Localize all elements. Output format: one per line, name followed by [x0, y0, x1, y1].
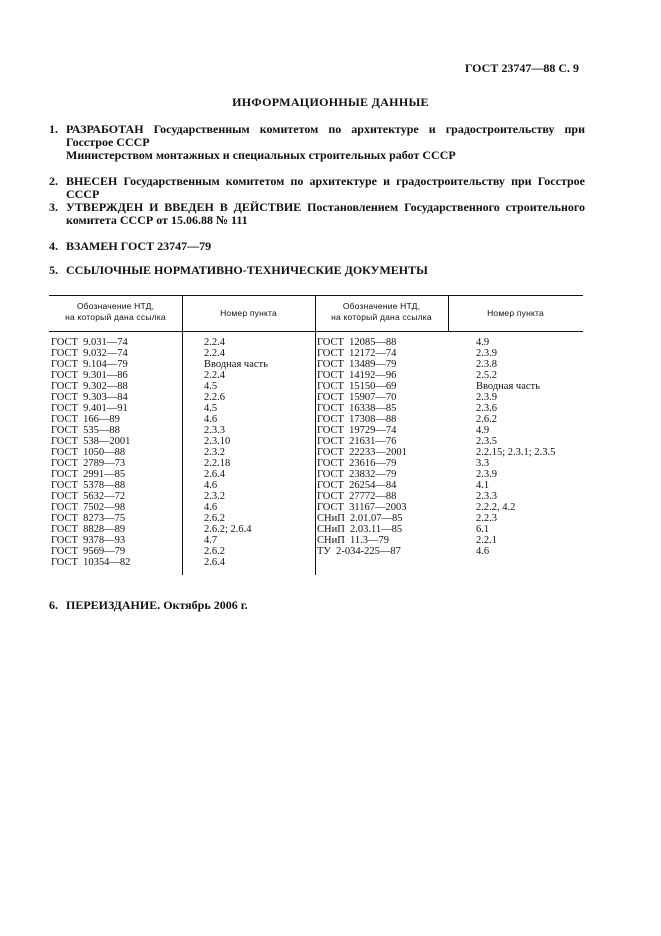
point-number: 2.6.4	[204, 557, 225, 568]
ntd-designation: ГОСТ 2991—85	[51, 469, 126, 480]
left-point-column	[204, 337, 268, 568]
point-number: 2.3.3	[476, 491, 497, 502]
point-number: 2.2.1	[476, 535, 497, 546]
ntd-designation: ГОСТ 9.104—79	[51, 359, 128, 370]
ntd-designation: СНиП 11.3—79	[317, 535, 390, 546]
point-number: 2.3.3	[204, 425, 225, 436]
point-number: 2.2.4	[204, 337, 225, 348]
point-number: 4.6	[204, 480, 218, 491]
point-number: 2.6.2	[476, 414, 497, 425]
ntd-designation: ГОСТ 9.303—84	[51, 392, 128, 403]
info-item-5	[49, 264, 585, 277]
point-number: 2.2.4	[204, 370, 225, 381]
point-number: 2.6.4	[204, 469, 225, 480]
right-point-column	[476, 337, 555, 557]
point-number: 2.6.2	[204, 546, 225, 557]
ntd-designation: ГОСТ 23616—79	[317, 458, 397, 469]
ntd-designation: ГОСТ 8273—75	[51, 513, 126, 524]
point-number: 4.6	[204, 502, 218, 513]
point-number: 4.9	[476, 337, 490, 348]
point-number: 2.3.5	[476, 436, 497, 447]
info-item-1	[49, 123, 585, 162]
ntd-designation: ГОСТ 9378—93	[51, 535, 126, 546]
ntd-designation: ГОСТ 1050—88	[51, 447, 126, 458]
point-number: 4.1	[476, 480, 490, 491]
info-item-4	[49, 240, 585, 253]
ntd-designation: ГОСТ 9.401—91	[51, 403, 128, 414]
ntd-designation: ГОСТ 16338—85	[317, 403, 397, 414]
point-number: Вводная часть	[204, 359, 268, 370]
header-ntd-left: Обозначение НТД, на который дана ссылка	[65, 301, 166, 322]
ntd-designation: ГОСТ 166—89	[51, 414, 120, 425]
point-number: 2.3.9	[476, 469, 497, 480]
ntd-designation: СНиП 2.01.07—85	[317, 513, 403, 524]
item-number: 3.	[49, 200, 58, 214]
left-ntd-column	[51, 337, 130, 568]
ntd-designation: ГОСТ 27772—88	[317, 491, 397, 502]
point-number: 2.2.3	[476, 513, 497, 524]
right-ntd-column	[317, 337, 407, 557]
point-number: 2.3.10	[204, 436, 231, 447]
ntd-designation: ТУ 2-034-225—87	[317, 546, 401, 557]
point-number: 2.6.2; 2.6.4	[204, 524, 252, 535]
item-text-line2: Министерством монтажных и специальных строительных работ СССР	[66, 148, 456, 162]
ntd-designation: ГОСТ 26254—84	[317, 480, 397, 491]
ntd-designation: ГОСТ 9569—79	[51, 546, 126, 557]
item-text: ВНЕСЕН Государственным комитетом по архитектуре и градостроительству при Госстрое СССР	[66, 174, 585, 201]
item-number: 4.	[49, 239, 58, 253]
ntd-designation: ГОСТ 9.031—74	[51, 337, 128, 348]
point-number: 2.3.2	[204, 447, 225, 458]
item-text: ССЫЛОЧНЫЕ НОРМАТИВНО-ТЕХНИЧЕСКИЕ ДОКУМЕНТЫ	[66, 263, 428, 277]
ntd-designation: ГОСТ 5378—88	[51, 480, 126, 491]
point-number: 2.5.2	[476, 370, 497, 381]
ntd-designation: ГОСТ 21631—76	[317, 436, 397, 447]
point-number: 4.9	[476, 425, 490, 436]
item-number: 1.	[49, 122, 58, 136]
info-item-2	[49, 175, 585, 201]
point-number: 2.2.15; 2.3.1; 2.3.5	[476, 447, 556, 458]
ntd-designation: ГОСТ 9.032—74	[51, 348, 128, 359]
point-number: 4.5	[204, 403, 218, 414]
section-title: ИНФОРМАЦИОННЫЕ ДАННЫЕ	[232, 95, 429, 109]
ntd-designation: ГОСТ 17308—88	[317, 414, 397, 425]
ntd-designation: ГОСТ 9.302—88	[51, 381, 128, 392]
point-number: 2.3.9	[476, 348, 497, 359]
page-header: ГОСТ 23747—88 С. 9	[464, 61, 579, 75]
ntd-designation: ГОСТ 14192—96	[317, 370, 397, 381]
point-number: 4.6	[204, 414, 218, 425]
item-text: ВЗАМЕН ГОСТ 23747—79	[66, 239, 212, 253]
ntd-designation: ГОСТ 12172—74	[317, 348, 397, 359]
item-text: ПЕРЕИЗДАНИЕ. Октябрь 2006 г.	[66, 598, 248, 612]
point-number: 4.6	[476, 546, 490, 557]
ntd-designation: ГОСТ 535—88	[51, 425, 120, 436]
point-number: 2.3.2	[204, 491, 225, 502]
reference-table	[49, 295, 583, 575]
ntd-designation: ГОСТ 538—2001	[51, 436, 131, 447]
point-number: 2.3.9	[476, 392, 497, 403]
ntd-designation: ГОСТ 13489—79	[317, 359, 397, 370]
ntd-designation: ГОСТ 23832—79	[317, 469, 397, 480]
point-number: 6.1	[476, 524, 490, 535]
point-number: 4.5	[204, 381, 218, 392]
ntd-designation: ГОСТ 8828—89	[51, 524, 126, 535]
ntd-designation: ГОСТ 31167—2003	[317, 502, 407, 513]
ntd-designation: ГОСТ 2789—73	[51, 458, 126, 469]
point-number: 2.2.6	[204, 392, 225, 403]
point-number: Вводная часть	[476, 381, 540, 392]
ntd-designation: ГОСТ 15150—69	[317, 381, 397, 392]
item-number: 2.	[49, 174, 58, 188]
item-text-rest: Постановлением Государственного строительного комитета СССР от 15.06.88 № 111	[66, 200, 586, 227]
ntd-designation: ГОСТ 12085—88	[317, 337, 397, 348]
item-number: 5.	[49, 263, 58, 277]
ntd-designation: ГОСТ 10354—82	[51, 557, 131, 568]
point-number: 3.3	[476, 458, 490, 469]
ntd-designation: ГОСТ 5632—72	[51, 491, 126, 502]
info-item-6	[49, 599, 585, 612]
point-number: 2.3.8	[476, 359, 497, 370]
header-point-left: Номер пункта	[220, 308, 277, 318]
ntd-designation: ГОСТ 7502—98	[51, 502, 126, 513]
point-number: 2.6.2	[204, 513, 225, 524]
point-number: 2.2.4	[204, 348, 225, 359]
point-number: 2.3.6	[476, 403, 497, 414]
point-number: 2.2.2, 4.2	[476, 502, 516, 513]
point-number: 2.2.18	[204, 458, 231, 469]
ntd-designation: ГОСТ 15907—70	[317, 392, 397, 403]
item-text: РАЗРАБОТАН Государственным комитетом по архитектуре и градостроительству при Госстрое СССР	[66, 122, 585, 149]
info-item-3	[49, 201, 585, 227]
header-ntd-right: Обозначение НТД, на который дана ссылка	[331, 301, 432, 322]
ntd-designation: СНиП 2.03.11—85	[317, 524, 403, 535]
item-text: УТВЕРЖДЕН И ВВЕДЕН В ДЕЙСТВИЕ	[66, 200, 302, 214]
item-number: 6.	[49, 598, 58, 612]
ntd-designation: ГОСТ 22233—2001	[317, 447, 407, 458]
header-point-right: Номер пункта	[487, 308, 544, 318]
ntd-designation: ГОСТ 19729—74	[317, 425, 397, 436]
ntd-designation: ГОСТ 9.301—86	[51, 370, 128, 381]
point-number: 4.7	[204, 535, 218, 546]
